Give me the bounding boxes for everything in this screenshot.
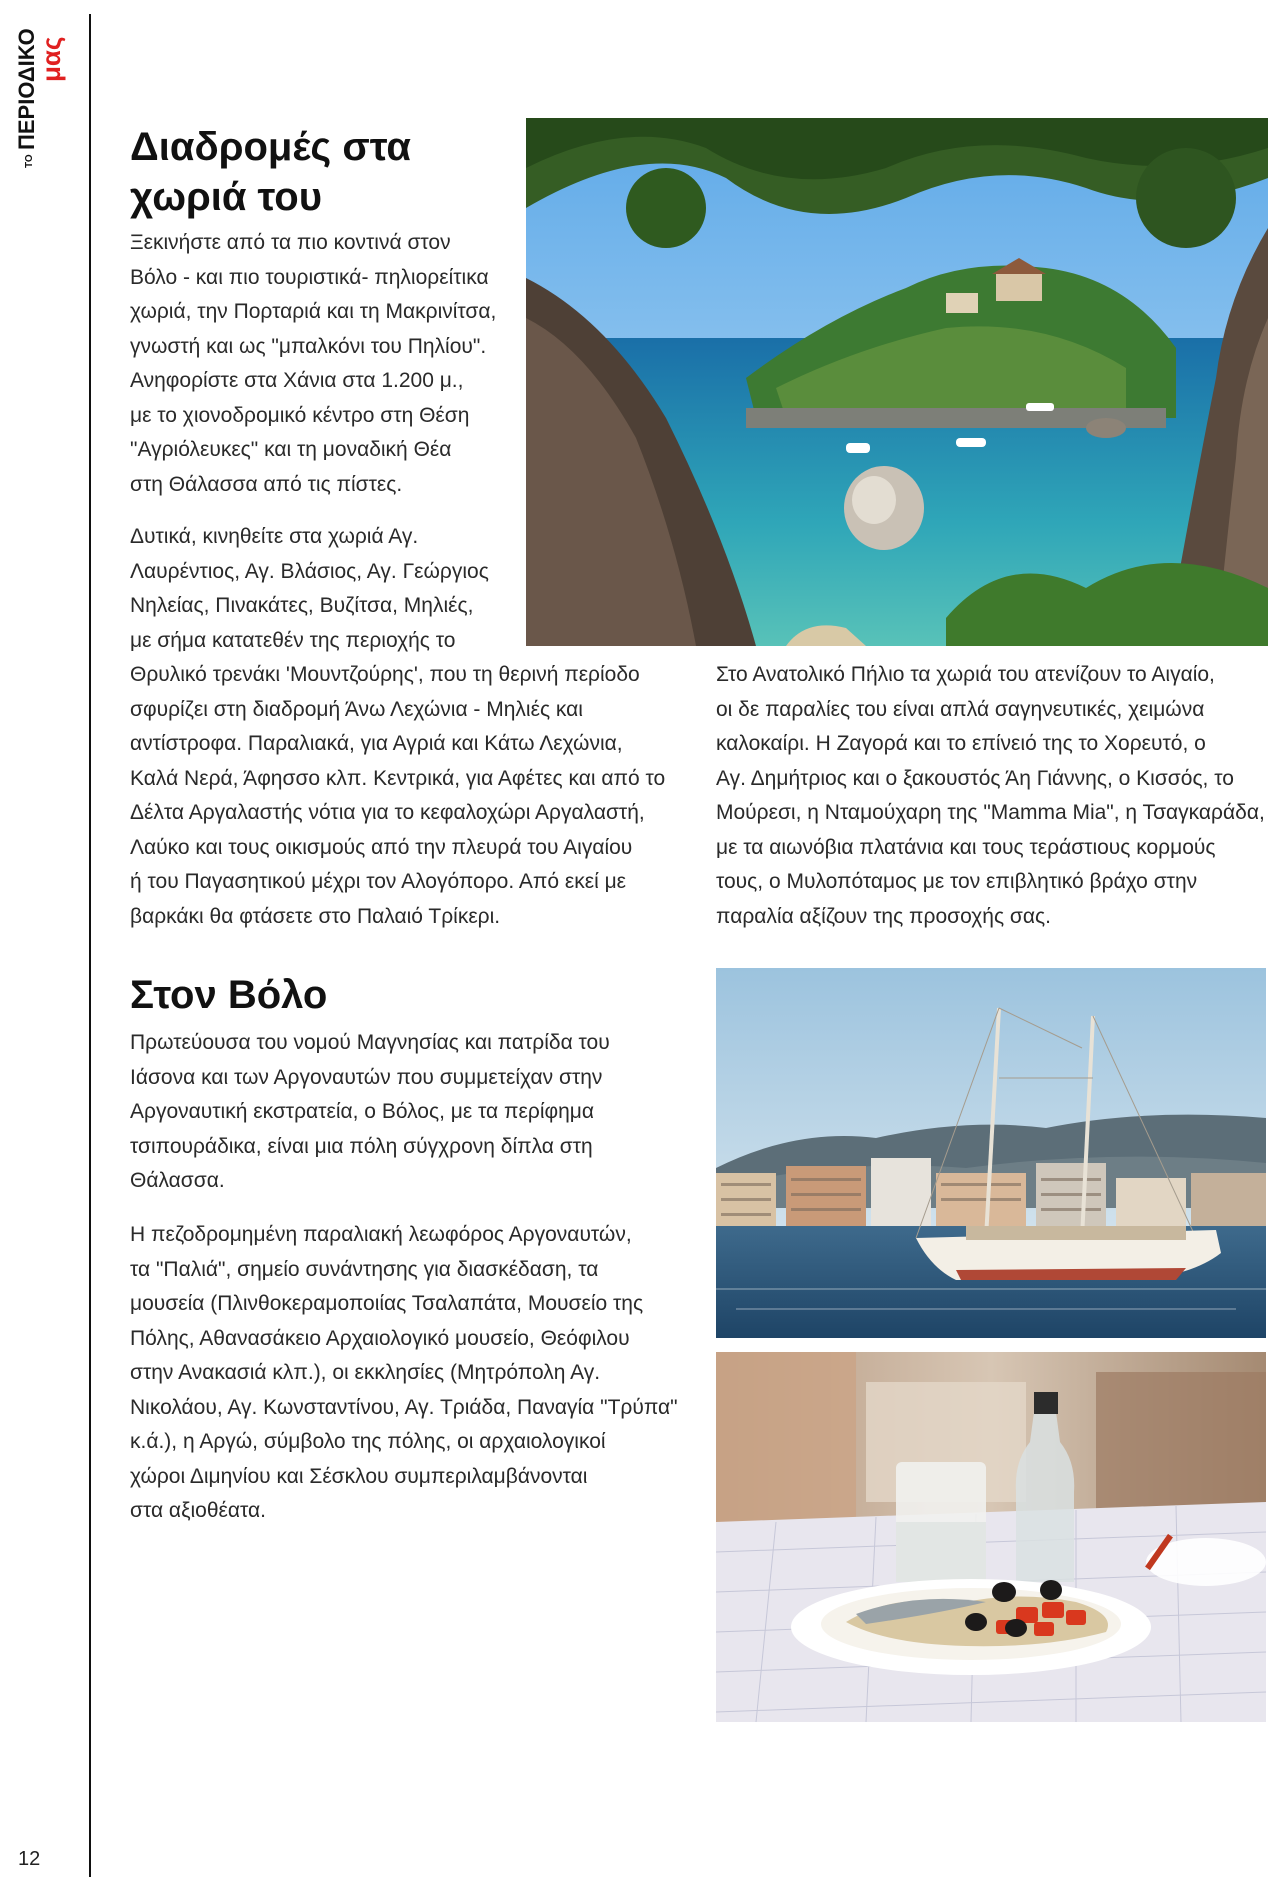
text-line: Λαύκο και τους οικισμούς από την πλευρά του Αιγαίου	[130, 835, 633, 859]
text-line: Δέλτα Αργαλαστής νότια για το κεφαλοχώρι Αργαλαστή,	[130, 801, 645, 824]
section1-title-line1: Διαδρομές στα	[130, 125, 412, 169]
text-line: στα αξιοθέατα.	[130, 1499, 266, 1522]
section2-paragraph1	[130, 1026, 690, 1199]
text-line: Πόλης, Αθανασάκειο Αρχαιολογικό μουσείο, Θεόφιλου	[130, 1326, 630, 1350]
logo-accent-text: μας	[36, 36, 66, 82]
section1-right-column	[716, 658, 1276, 934]
text-line: Θάλασσα.	[130, 1169, 225, 1192]
section1-paragraph1	[130, 226, 520, 502]
section1-title-line2: χωριά του	[130, 175, 322, 219]
text-line: αντίστροφα. Παραλιακά, για Αγριά και Κάτω Λεχώνια,	[130, 732, 623, 755]
text-line: με σήμα κατατεθέν της περιοχής το	[130, 628, 456, 652]
text-line: Μούρεσι, η Νταμούχαρη της "Mamma Mia", η Τσαγκαράδα,	[716, 801, 1265, 824]
text-line: Θρυλικό τρενάκι 'Μουντζούρης', που τη θερινή περίοδο	[130, 663, 640, 686]
text-line: καλοκαίρι. Η Ζαγορά και το επίνειό της το Χορευτό, ο	[716, 732, 1206, 755]
text-line: Ξεκινήστε από τα πιο κοντινά στον	[130, 231, 451, 254]
section1-paragraph2-wide	[130, 658, 690, 934]
text-line: Βόλο - και πιο τουριστικά- πηλιορείτικα	[130, 265, 489, 289]
text-line: με το χιονοδρομικό κέντρο στη Θέση	[130, 403, 470, 427]
text-line: Αργοναυτική εκστρατεία, ο Βόλος, με τα περίφημα	[130, 1100, 595, 1123]
text-line: παραλία αξίζουν της προσοχής σας.	[716, 904, 1051, 928]
text-line: Ιάσονα και των Αργοναυτών που συμμετείχαν στην	[130, 1065, 603, 1089]
text-line: χωριά, την Πορταριά και τη Μακρινίτσα,	[130, 300, 497, 323]
magazine-logo	[6, 10, 66, 170]
section2-title-block	[130, 970, 610, 1020]
text-line: σφυρίζει στη διαδρομή Άνω Λεχώνια - Μηλιές και	[130, 697, 583, 721]
text-line: Καλά Νερά, Άφησσο κλπ. Κεντρικά, για Αφέτες και από το	[130, 766, 666, 790]
text-line: Αγ. Δημήτριος και ο ξακουστός Άη Γιάννης, ο Κισσός, το	[716, 766, 1234, 790]
text-line: Ανηφορίστε στα Χάνια στα 1.200 μ.,	[130, 369, 464, 392]
text-line: ή του Παγασητικού μέχρι τον Αλογόπορο. Από εκεί με	[130, 870, 627, 893]
text-line: χώροι Διμηνίου και Σέσκλου συμπεριλαμβάνονται	[130, 1464, 588, 1488]
photo-taverna-meze	[716, 1352, 1266, 1722]
text-line: Νηλείας, Πινακάτες, Βυζίτσα, Μηλιές,	[130, 594, 474, 617]
section2-paragraph2	[130, 1218, 690, 1529]
text-line: Πρωτεύουσα του νομού Μαγνησίας και πατρίδα του	[130, 1031, 610, 1054]
section2-title: Στον Βόλο	[130, 973, 328, 1017]
text-line: τα "Παλιά", σημείο συνάντησης για διασκέδαση, τα	[130, 1257, 599, 1281]
text-line: κ.ά.), η Αργώ, σύμβολο της πόλης, οι αρχαιολογικοί	[130, 1430, 606, 1453]
section1-title-block	[130, 122, 510, 222]
text-line: τους, ο Μυλοπόταμος με τον επιβλητικό βράχο στην	[716, 870, 1198, 893]
text-line: Η πεζοδρομημένη παραλιακή λεωφόρος Αργοναυτών,	[130, 1223, 632, 1246]
text-line: Στο Ανατολικό Πήλιο τα χωριά του ατενίζουν το Αιγαίο,	[716, 663, 1215, 686]
text-line: Δυτικά, κινηθείτε στα χωριά Αγ.	[130, 525, 419, 548]
logo-main-text: ΠΕΡΙΟΔΙΚΟ	[14, 28, 39, 150]
text-line: στην Ανακασιά κλπ.), οι εκκλησίες (Μητρόπολη Αγ.	[130, 1361, 601, 1384]
text-line: τσιπουράδικα, είναι μια πόλη σύγχρονη δίπλα στη	[130, 1134, 593, 1158]
photo-coastal-cove	[526, 118, 1268, 646]
photo-volos-harbor-ship	[716, 968, 1266, 1338]
text-line: στη Θάλασσα από τις πίστες.	[130, 472, 403, 496]
text-line: γνωστή και ως "μπαλκόνι του Πηλίου".	[130, 334, 487, 358]
text-line: οι δε παραλίες του είναι απλά σαγηνευτικές, χειμώνα	[716, 697, 1205, 721]
text-line: Λαυρέντιος, Αγ. Βλάσιος, Αγ. Γεώργιος	[130, 559, 489, 583]
text-line: Νικολάου, Αγ. Κωνσταντίνου, Αγ. Τριάδα, Παναγία "Τρύπα"	[130, 1395, 678, 1419]
page-rule	[89, 14, 91, 1877]
page-number: 12	[18, 1848, 41, 1870]
text-line: με τα αιωνόβια πλατάνια και τους τεράστιους κορμούς	[716, 835, 1216, 859]
text-line: μουσεία (Πλινθοκεραμοποιίας Τσαλαπάτα, Μουσείο της	[130, 1292, 644, 1315]
text-line: βαρκάκι θα φτάσετε στο Παλαιό Τρίκερι.	[130, 904, 501, 928]
logo-top-text: ΤΟ	[24, 154, 35, 168]
text-line: "Αγριόλευκες" και τη μοναδική Θέα	[130, 438, 452, 461]
section1-paragraph2-narrow	[130, 520, 520, 658]
